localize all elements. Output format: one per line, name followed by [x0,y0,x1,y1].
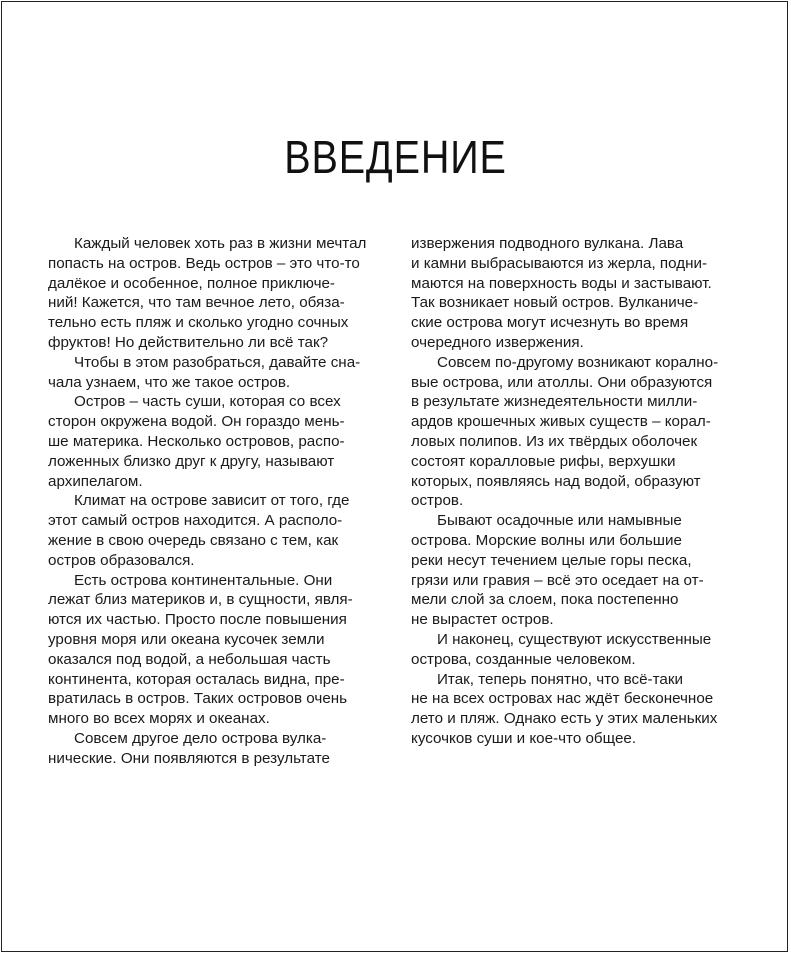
text-line: много во всех морях и океанах. [48,710,270,728]
text-line: которых, появляясь над водой, образуют [411,472,701,490]
text-line: кусочков суши и кое-что общее. [411,729,637,747]
text-line: извержения подводного вулкана. Лава [411,235,684,252]
text-line: Совсем по-другому возникают корално- [437,353,719,371]
text-line: сторон окружена водой. Он гораздо мень- [48,413,345,431]
text-line: ские острова могут исчезнуть во время [411,314,689,332]
text-line: маются на поверхность воды и застывают. [411,274,712,292]
text-line: реки несут течением целые горы песка, [411,551,692,569]
text-line: острова. Морские волны или большие [411,531,682,549]
text-line: архипелагом. [48,472,143,490]
text-line: лето и пляж. Однако есть у этих маленьких [411,710,718,728]
text-line: этот самый остров находится. А располо- [48,512,343,530]
text-line: не на всех островах нас ждёт бесконечное [411,690,714,708]
text-line: Так возникает новый остров. Вулканиче- [411,294,699,312]
text-line: Чтобы в этом разобраться, давайте сна- [74,353,361,371]
text-line: очередного извержения. [411,333,584,351]
text-line: ловых полипов. Из их твёрдых оболочек [411,432,698,450]
text-line: ложенных близко друг к другу, называют [48,452,335,470]
text-line: ардов крошечных живых существ – корал- [411,413,711,431]
text-line: в результате жизнедеятельности милли- [411,393,698,411]
text-line: ются их частью. Просто после повышения [48,611,347,629]
text-line: уровня моря или океана кусочек земли [48,630,325,648]
text-line: острова, созданные человеком. [411,650,636,668]
right-text-column [411,234,751,749]
text-line: ний! Кажется, что там вечное лето, обяза- [48,294,345,312]
text-line: тельно есть пляж и сколько угодно сочных [48,314,349,332]
text-line: нические. Они появляются в результате [48,749,330,767]
text-line: далёкое и особенное, полное приключе- [48,274,335,292]
text-line: и камни выбрасываются из жерла, подни- [411,254,708,272]
text-line: Каждый человек хоть раз в жизни мечтал [74,235,367,252]
text-line: мели слой за слоем, пока постепенно [411,591,679,609]
text-line: Бывают осадочные или намывные [437,512,682,530]
text-line: остров. [411,492,464,510]
text-line: не вырастет остров. [411,611,554,629]
text-line: И наконец, существуют искусственные [437,630,712,648]
text-line: ше материка. Несколько островов, распо- [48,432,345,450]
text-line: вратилась в остров. Таких островов очень [48,690,348,708]
book-page [1,1,788,952]
text-line: оказался под водой, а небольшая часть [48,650,331,668]
text-line: лежат близ материков и, в сущности, явля- [48,591,353,609]
text-line: состоят коралловые рифы, верхушки [411,452,676,470]
text-line: Есть острова континентальные. Они [74,571,333,589]
text-line: Совсем другое дело острова вулка- [74,729,327,747]
text-line: фруктов! Но действительно ли всё так? [48,333,329,351]
text-line: Итак, теперь понятно, что всё-таки [437,670,683,688]
text-line: жение в свою очередь связано с тем, как [48,531,339,549]
text-line: грязи или гравия – всё это оседает на от- [411,571,704,589]
text-line: континента, которая осталась видна, пре- [48,670,345,688]
page-title: ВВЕДЕНИЕ [284,131,507,183]
text-line: чала узнаем, что же такое остров. [48,373,291,391]
text-line: Остров – часть суши, которая со всех [74,393,341,411]
text-line: вые острова, или атоллы. Они образуются [411,373,713,391]
text-line: попасть на остров. Ведь остров – это что-то [48,254,360,272]
text-line: остров образовался. [48,551,195,569]
left-text-column [48,234,388,769]
text-line: Климат на острове зависит от того, где [74,492,350,510]
